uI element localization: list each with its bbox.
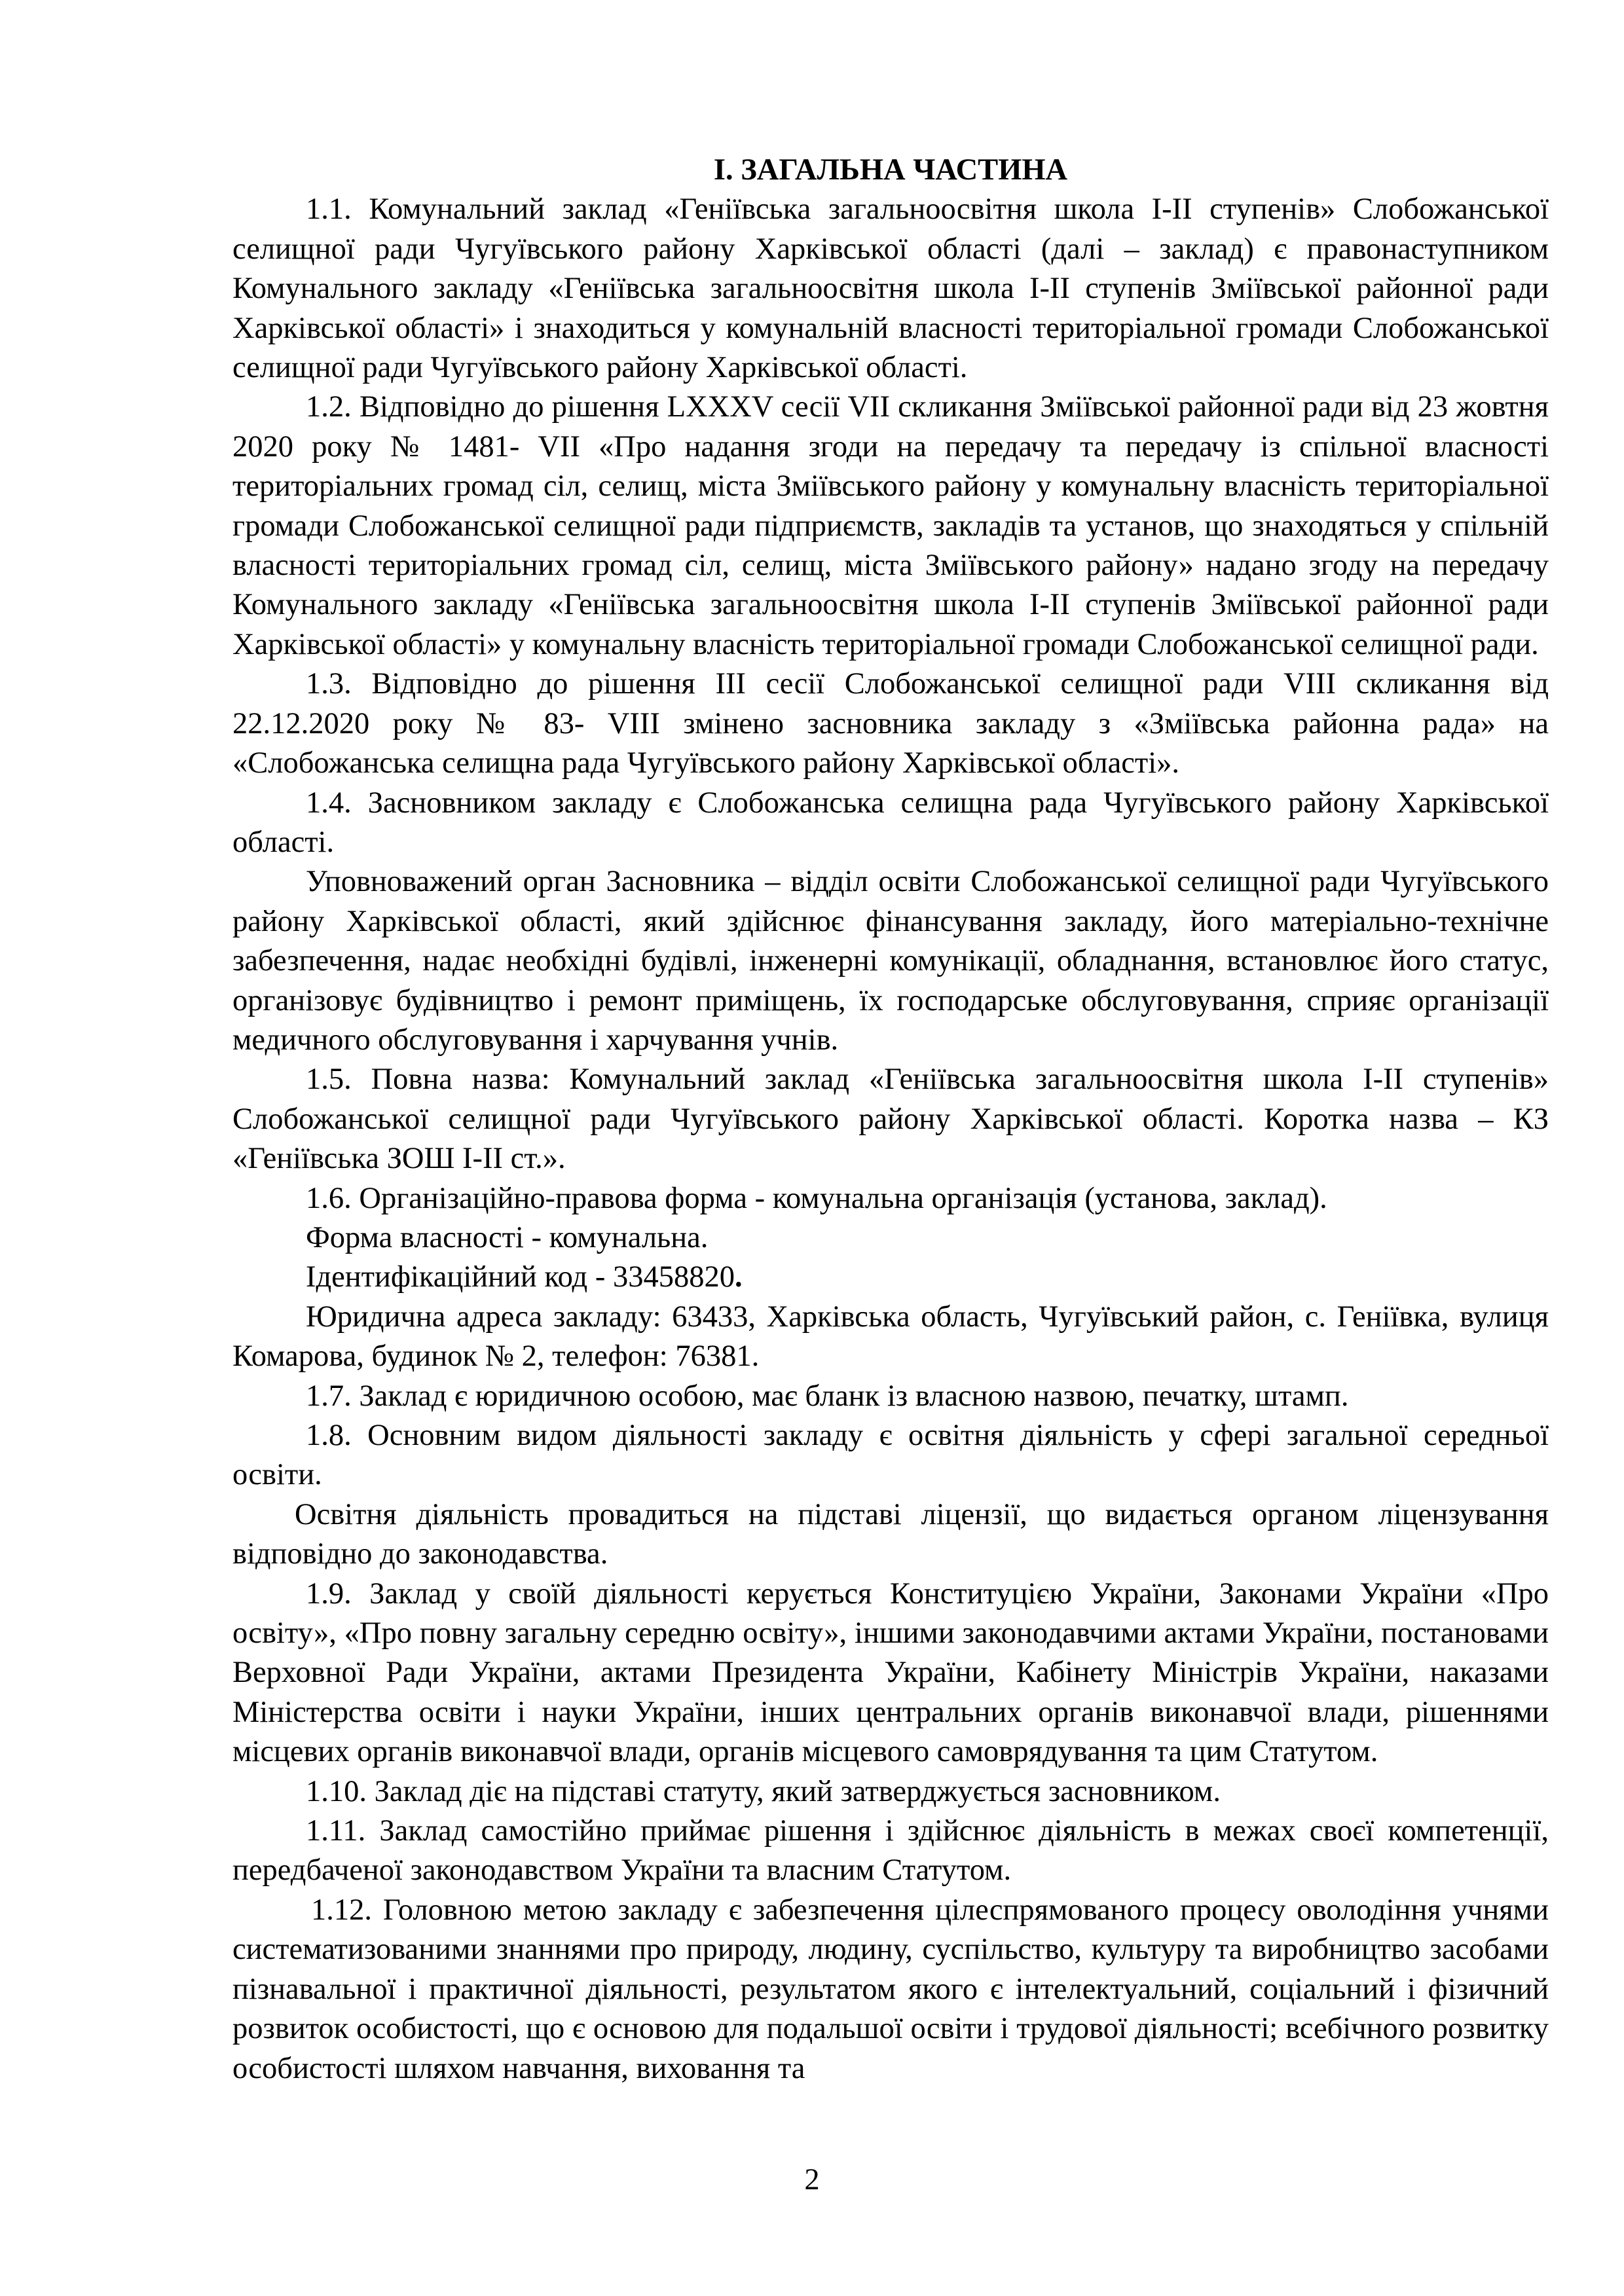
- paragraph-legal-address: Юридична адреса закладу: 63433, Харківська область, Чугуївський район, с. Геніївка, вулиця Комарова, будинок № 2, телефон: 76381.: [232, 1300, 1549, 1374]
- paragraph-1-7: 1.7. Заклад є юридичною особою, має бланк із власною назвою, печатку, штамп.: [306, 1379, 1349, 1413]
- document-page: [232, 151, 1549, 2088]
- paragraph-1-3: 1.3. Відповідно до рішення ІІІ сесії Слобожанської селищної ради VIII скликання від 22.12.2020 року № 83- VIII змінено засновника закладу з «Зміївська районна рада» на «Слобожанська селищна рада Чугуївського району Харківської області».: [232, 667, 1549, 780]
- paragraph-1-5: 1.5. Повна назва: Комунальний заклад «Геніївська загальноосвітня школа І-ІІ ступенів» Слобожанської селищної ради Чугуївського району Харківської області. Коротка назва – КЗ «Геніївська ЗОШ І-ІІ ст.».: [232, 1063, 1549, 1176]
- paragraph-license: Освітня діяльність провадиться на підставі ліцензії, що видається органом ліцензування відповідно до законодавства.: [232, 1497, 1549, 1571]
- section-heading: І. ЗАГАЛЬНА ЧАСТИНА: [713, 153, 1068, 187]
- paragraph-1-12: 1.12. Головною метою закладу є забезпечення цілеспрямованого процесу оволодіння учнями систематизованими знаннями про природу, людину, суспільство, культуру та виробництво засобами пізнавальної і практичної діяльності, результатом якого є інтелектуальний, соціальний і фізичний розвиток особистості, що є основою для подальшої освіти і трудової діяльності; всебічного розвитку особистості шляхом навчання, виховання та: [232, 1893, 1549, 2085]
- paragraph-identification-code: [232, 1258, 1549, 1297]
- paragraph-1-6: 1.6. Організаційно-правова форма - комунальна організація (установа, заклад).: [306, 1181, 1327, 1215]
- paragraph-1-11: 1.11. Заклад самостійно приймає рішення і здійснює діяльність в межах своєї компетенції, передбаченої законодавством України та власним Статутом.: [232, 1814, 1549, 1887]
- page-number: 2: [804, 2163, 820, 2196]
- paragraph-1-10: 1.10. Заклад діє на підставі статуту, який затверджується засновником.: [306, 1774, 1221, 1808]
- paragraph-1-4: 1.4. Засновником закладу є Слобожанська селищна рада Чугуївського району Харківської області.: [232, 786, 1549, 859]
- paragraph-1-1: 1.1. Комунальний заклад «Геніївська загальноосвітня школа І-ІІ ступенів» Слобожанської селищної ради Чугуївського району Харківської області (далі – заклад) є правонаступником Комунального закладу «Геніївська загальноосвітня школа І-ІІ ступенів Зміївської районної ради Харківської області» і знаходиться у комунальній власності територіальної громади Слобожанської селищної ради Чугуївського району Харківської області.: [232, 192, 1549, 385]
- paragraph-authorized-body: Уповноважений орган Засновника – відділ освіти Слобожанської селищної ради Чугуївського району Харківської області, який здійснює фінансування закладу, його матеріально-технічне забезпечення, надає необхідні будівлі, інженерні комунікації, обладнання, встановлює його статус, організовує будівництво і ремонт приміщень, їх господарське обслуговування, сприяє організації медичного обслуговування і харчування учнів.: [232, 865, 1549, 1057]
- paragraph-1-8: 1.8. Основним видом діяльності закладу є освітня діяльність у сфері загальної середньої освіти.: [232, 1419, 1549, 1492]
- identification-code-period: .: [734, 1260, 743, 1294]
- paragraph-1-2: 1.2. Відповідно до рішення LXXXV сесії VII скликання Зміївської районної ради від 23 жовтня 2020 року № 1481- VII «Про надання згоди на передачу та передачу із спільної власності територіальних громад сіл, селищ, міста Зміївського району у комунальну власність територіальної громади Слобожанської селищної ради підприємств, закладів та установ, що знаходяться у спільній власності територіальних громад сіл, селищ, міста Зміївського району» надано згоду на передачу Комунального закладу «Геніївська загальноосвітня школа І-ІІ ступенів Зміївської районної ради Харківської області» у комунальну власність територіальної громади Слобожанської селищної ради.: [232, 390, 1549, 661]
- identification-code-text: Ідентифікаційний код - 33458820: [306, 1260, 735, 1294]
- paragraph-ownership-form: Форма власності - комунальна.: [306, 1220, 709, 1254]
- paragraph-1-9: 1.9. Заклад у своїй діяльності керується Конституцією України, Законами України «Про освіту», «Про повну загальну середню освіту», іншими законодавчими актами України, постановами Верховної Ради України, актами Президента України, Кабінету Міністрів України, наказами Міністерства освіти і науки України, інших центральних органів виконавчої влади, рішеннями місцевих органів виконавчої влади, органів місцевого самоврядування та цим Статутом.: [232, 1576, 1549, 1769]
